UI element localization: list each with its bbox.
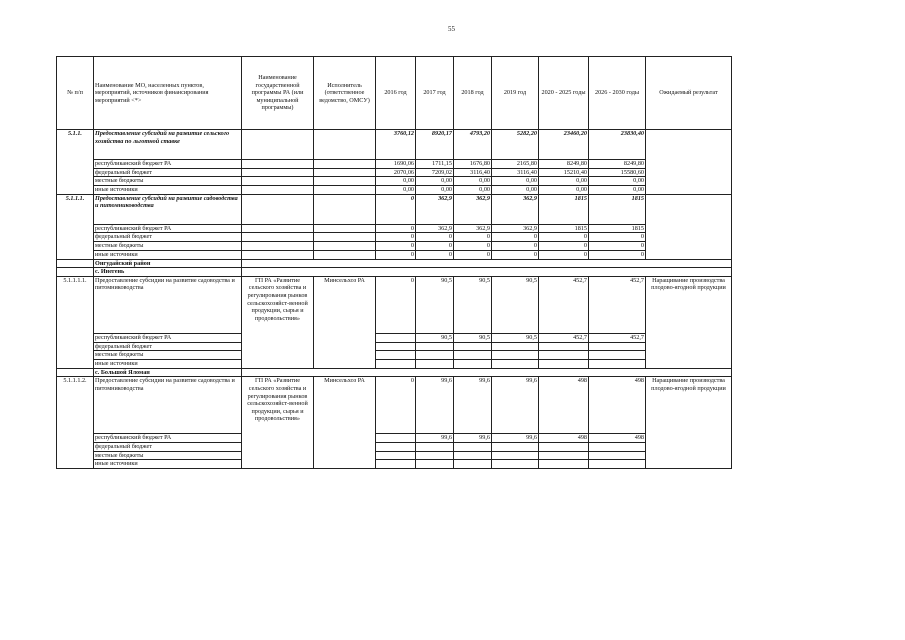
item1-total-2026-2030: 452,7 (589, 276, 646, 333)
value-cell (492, 460, 539, 469)
value-cell: 0 (589, 250, 646, 259)
cell (314, 168, 376, 177)
value-cell (376, 351, 416, 360)
cell (314, 177, 376, 186)
value-cell (589, 451, 646, 460)
value-cell (416, 351, 454, 360)
section-511-title: Предоставление субсидий на развитие сельского хозяйства по льготной ставке (94, 130, 242, 160)
village-name: с. Инегень (94, 268, 242, 277)
table-row (57, 359, 732, 368)
section-511-total-2017: 8920,17 (416, 130, 454, 160)
cell (314, 233, 376, 242)
value-cell: 452,7 (589, 333, 646, 342)
value-cell: 1711,15 (416, 160, 454, 169)
row-label: иные источники (94, 250, 242, 259)
row-label: местные бюджеты (94, 351, 242, 360)
value-cell: 362,9 (416, 224, 454, 233)
header-name: Наименование МО, населенных пунктов, мероприятий, источников финансирования мероприятий <*> (94, 57, 242, 130)
table-row (57, 177, 732, 186)
value-cell: 452,7 (539, 333, 589, 342)
value-cell: 3116,40 (454, 168, 492, 177)
value-cell (376, 359, 416, 368)
value-cell: 1676,80 (454, 160, 492, 169)
section-5111-row (57, 194, 732, 224)
cell (242, 368, 732, 377)
section-511-total-2026-2030: 23830,40 (589, 130, 646, 160)
section-511-row (57, 130, 732, 160)
value-cell: 0 (376, 224, 416, 233)
cell (646, 130, 732, 195)
value-cell (539, 351, 589, 360)
value-cell: 0 (416, 233, 454, 242)
value-cell: 8249,80 (589, 160, 646, 169)
value-cell: 0 (589, 242, 646, 251)
village-row (57, 268, 732, 277)
table-row (57, 242, 732, 251)
value-cell: 0,00 (539, 177, 589, 186)
value-cell (589, 443, 646, 452)
row-label: иные источники (94, 186, 242, 195)
value-cell (539, 451, 589, 460)
item2-total-2020-2025: 498 (539, 377, 589, 434)
header-no: № п/п (57, 57, 94, 130)
cell (646, 194, 732, 259)
item2-no: 5.1.1.1.2. (57, 377, 94, 469)
value-cell: 0,00 (589, 186, 646, 195)
cell (314, 186, 376, 195)
value-cell (539, 359, 589, 368)
value-cell: 15580,60 (589, 168, 646, 177)
village-name: с. Большой Яломан (94, 368, 242, 377)
row-label: местные бюджеты (94, 242, 242, 251)
value-cell: 498 (589, 434, 646, 443)
value-cell (589, 460, 646, 469)
value-cell: 0 (454, 250, 492, 259)
value-cell: 99,6 (492, 434, 539, 443)
value-cell: 0,00 (376, 186, 416, 195)
header-2017: 2017 год (416, 57, 454, 130)
district-row (57, 259, 732, 268)
value-cell: 8249,80 (539, 160, 589, 169)
value-cell: 498 (539, 434, 589, 443)
table-row (57, 460, 732, 469)
cell (242, 268, 732, 277)
value-cell: 0,00 (492, 186, 539, 195)
value-cell: 0 (539, 242, 589, 251)
value-cell: 0,00 (416, 186, 454, 195)
value-cell: 0,00 (416, 177, 454, 186)
value-cell: 99,6 (416, 434, 454, 443)
section-5111-title: Предоставление субсидий на развитие садоводства и питомниководства (94, 194, 242, 224)
value-cell: 0 (454, 242, 492, 251)
value-cell (416, 443, 454, 452)
cell (242, 177, 314, 186)
value-cell (416, 359, 454, 368)
value-cell (454, 351, 492, 360)
table-row (57, 233, 732, 242)
cell (242, 160, 314, 169)
header-row (57, 57, 732, 130)
value-cell: 0 (492, 242, 539, 251)
header-2026-2030: 2026 - 2030 годы (589, 57, 646, 130)
cell (242, 194, 314, 224)
item2-result: Наращивание производства плодово-ягодной продукции (646, 377, 732, 469)
value-cell (416, 451, 454, 460)
cell (314, 242, 376, 251)
cell (242, 168, 314, 177)
budget-table (56, 56, 732, 469)
cell (57, 268, 94, 277)
header-2019: 2019 год (492, 57, 539, 130)
section-511-no: 5.1.1. (57, 130, 94, 195)
cell (242, 242, 314, 251)
section-5111-total-2020-2025: 1815 (539, 194, 589, 224)
value-cell (589, 342, 646, 351)
section-511-total-2019: 5282,20 (492, 130, 539, 160)
item1-total-2019: 90,5 (492, 276, 539, 333)
row-label: федеральный бюджет (94, 168, 242, 177)
value-cell (376, 434, 416, 443)
value-cell (539, 460, 589, 469)
table-row (57, 351, 732, 360)
header-2020-2025: 2020 - 2025 годы (539, 57, 589, 130)
item2-executor: Минсельхоз РА (314, 377, 376, 469)
section-511-total-2018: 4793,20 (454, 130, 492, 160)
value-cell (589, 351, 646, 360)
header-program: Наименование государственной программы РА (или муниципальной программы) (242, 57, 314, 130)
cell (242, 130, 314, 160)
cell (242, 233, 314, 242)
item2-title: Предоставление субсидии на развитие садоводства и питомниководства (94, 377, 242, 434)
section-5111-no: 5.1.1.1. (57, 194, 94, 259)
cell (57, 368, 94, 377)
table-row (57, 434, 732, 443)
cell (314, 160, 376, 169)
value-cell: 0,00 (454, 177, 492, 186)
cell (242, 186, 314, 195)
table-row (57, 342, 732, 351)
value-cell: 90,5 (454, 333, 492, 342)
table-row (57, 186, 732, 195)
row-label: федеральный бюджет (94, 443, 242, 452)
value-cell: 362,9 (454, 224, 492, 233)
row-label: иные источники (94, 359, 242, 368)
value-cell: 0 (376, 250, 416, 259)
value-cell: 0 (416, 250, 454, 259)
item1-total-2020-2025: 452,7 (539, 276, 589, 333)
table-row (57, 443, 732, 452)
table-row (57, 160, 732, 169)
item1-executor: Минсельхоз РА (314, 276, 376, 368)
value-cell (454, 443, 492, 452)
header-executor: Исполнитель (ответственное ведомство, ОМСУ) (314, 57, 376, 130)
value-cell: 99,6 (454, 434, 492, 443)
cell (57, 259, 94, 268)
value-cell: 0,00 (492, 177, 539, 186)
header-2016: 2016 год (376, 57, 416, 130)
item1-result: Наращивание производства плодово-ягодной продукции (646, 276, 732, 368)
value-cell (454, 359, 492, 368)
value-cell: 0 (539, 233, 589, 242)
value-cell (376, 443, 416, 452)
section-5111-total-2016: 0 (376, 194, 416, 224)
value-cell: 362,9 (492, 224, 539, 233)
row-label: иные источники (94, 460, 242, 469)
item1-total-2018: 90,5 (454, 276, 492, 333)
item2-total-2026-2030: 498 (589, 377, 646, 434)
value-cell (492, 443, 539, 452)
item1-row (57, 276, 732, 333)
item2-total-2017: 99,6 (416, 377, 454, 434)
table-row (57, 224, 732, 233)
district-name: Онгудайский район (94, 259, 242, 268)
value-cell (416, 342, 454, 351)
value-cell: 1815 (589, 224, 646, 233)
section-5111-total-2017: 362,9 (416, 194, 454, 224)
value-cell: 2070,06 (376, 168, 416, 177)
table-row (57, 168, 732, 177)
item1-no: 5.1.1.1.1. (57, 276, 94, 368)
item1-program: ГП РА «Развитие сельского хозяйства и регулирования рынков сельскохозяйст-венной продукции, сырья и продовольствия» (242, 276, 314, 368)
value-cell: 1690,06 (376, 160, 416, 169)
cell (314, 224, 376, 233)
section-5111-total-2026-2030: 1815 (589, 194, 646, 224)
value-cell: 3116,40 (492, 168, 539, 177)
value-cell (376, 333, 416, 342)
item2-total-2019: 99,6 (492, 377, 539, 434)
cell (314, 130, 376, 160)
value-cell: 0,00 (376, 177, 416, 186)
cell (314, 250, 376, 259)
value-cell (376, 342, 416, 351)
value-cell: 0,00 (539, 186, 589, 195)
value-cell (376, 451, 416, 460)
cell (242, 224, 314, 233)
row-label: федеральный бюджет (94, 233, 242, 242)
value-cell: 0,00 (589, 177, 646, 186)
value-cell (454, 342, 492, 351)
value-cell (454, 460, 492, 469)
value-cell: 90,5 (492, 333, 539, 342)
value-cell (492, 359, 539, 368)
section-5111-total-2018: 362,9 (454, 194, 492, 224)
row-label: республиканский бюджет РА (94, 434, 242, 443)
value-cell (492, 451, 539, 460)
value-cell (454, 451, 492, 460)
section-511-total-2020-2025: 23460,20 (539, 130, 589, 160)
row-label: республиканский бюджет РА (94, 333, 242, 342)
header-result: Ожидаемый результат (646, 57, 732, 130)
row-label: республиканский бюджет РА (94, 160, 242, 169)
item2-total-2016: 0 (376, 377, 416, 434)
table-row (57, 333, 732, 342)
table-row (57, 250, 732, 259)
item2-row (57, 377, 732, 434)
value-cell: 0 (589, 233, 646, 242)
cell (242, 259, 732, 268)
value-cell (376, 460, 416, 469)
value-cell: 0 (492, 233, 539, 242)
page-number: 55 (448, 25, 455, 33)
value-cell (589, 359, 646, 368)
village-row (57, 368, 732, 377)
item1-total-2017: 90,5 (416, 276, 454, 333)
value-cell (492, 342, 539, 351)
value-cell: 7209,02 (416, 168, 454, 177)
row-label: местные бюджеты (94, 177, 242, 186)
row-label: местные бюджеты (94, 451, 242, 460)
value-cell (539, 443, 589, 452)
table-row (57, 451, 732, 460)
value-cell (492, 351, 539, 360)
value-cell: 0,00 (454, 186, 492, 195)
cell (242, 250, 314, 259)
cell (314, 194, 376, 224)
value-cell: 90,5 (416, 333, 454, 342)
value-cell (416, 460, 454, 469)
value-cell: 0 (539, 250, 589, 259)
item2-total-2018: 99,6 (454, 377, 492, 434)
value-cell: 1815 (539, 224, 589, 233)
section-511-total-2016: 3760,12 (376, 130, 416, 160)
value-cell: 0 (492, 250, 539, 259)
value-cell (539, 342, 589, 351)
header-2018: 2018 год (454, 57, 492, 130)
value-cell: 0 (376, 233, 416, 242)
value-cell: 0 (376, 242, 416, 251)
value-cell: 0 (454, 233, 492, 242)
value-cell: 0 (416, 242, 454, 251)
value-cell: 2165,80 (492, 160, 539, 169)
item1-title: Предоставление субсидии на развитие садоводства и питомниководства (94, 276, 242, 333)
value-cell: 15210,40 (539, 168, 589, 177)
section-5111-total-2019: 362,9 (492, 194, 539, 224)
item2-program: ГП РА «Развитие сельского хозяйства и регулирования рынков сельскохозяйст-венной продукции, сырья и продовольствия» (242, 377, 314, 469)
row-label: федеральный бюджет (94, 342, 242, 351)
item1-total-2016: 0 (376, 276, 416, 333)
row-label: республиканский бюджет РА (94, 224, 242, 233)
